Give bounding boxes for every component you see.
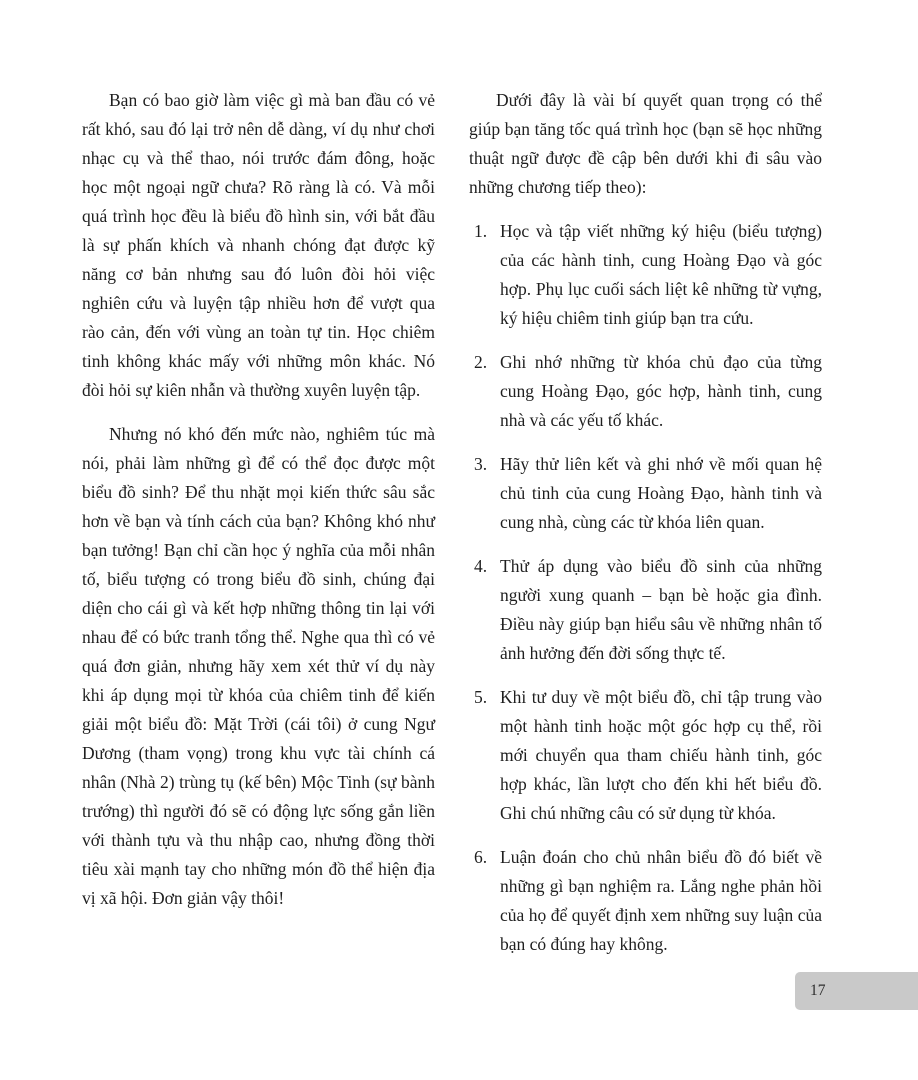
left-column	[82, 86, 435, 974]
tips-list	[469, 217, 822, 959]
list-item: Khi tư duy về một biểu đồ, chỉ tập trung vào một hành tinh hoặc một góc hợp cụ thể, rồi mới chuyển qua tham chiếu hành tinh, góc hợp khác, lần lượt cho đến khi hết biểu đồ. Ghi chú những câu có sử dụng từ khóa.	[500, 687, 822, 823]
list-item: Thử áp dụng vào biểu đồ sinh của những người xung quanh – bạn bè hoặc gia đình. Điều này giúp bạn hiểu sâu về những nhân tố ảnh hưởng đến đời sống thực tế.	[500, 556, 822, 663]
list-item: Học và tập viết những ký hiệu (biểu tượng) của các hành tinh, cung Hoàng Đạo và góc hợp. Phụ lục cuối sách liệt kê những từ vựng, ký hiệu chiêm tinh giúp bạn tra cứu.	[500, 221, 822, 328]
list-item: Ghi nhớ những từ khóa chủ đạo của từng cung Hoàng Đạo, góc hợp, hành tinh, cung nhà và các yếu tố khác.	[500, 352, 822, 430]
paragraph: Nhưng nó khó đến mức nào, nghiêm túc mà nói, phải làm những gì để có thể đọc được một biểu đồ sinh? Để thu nhặt mọi kiến thức sâu sắc hơn về bạn và tính cách của bạn? Không khó như bạn tưởng! Bạn chỉ cần học ý nghĩa của mỗi nhân tố, biểu tượng có trong biểu đồ sinh, chúng đại diện cho cái gì và kết hợp những thông tin lại với nhau để có bức tranh tổng thể. Nghe qua thì có vẻ quá đơn giản, nhưng hãy xem xét thử ví dụ này khi áp dụng mọi từ khóa của chiêm tinh để kiến giải một biểu đồ: Mặt Trời (cái tôi) ở cung Ngư Dương (tham vọng) trong khu vực tài chính cá nhân (Nhà 2) trùng tụ (kế bên) Mộc Tinh (sự bành trướng) thì người đó sẽ có động lực sống gắn liền với thành tựu và thu nhập cao, nhưng đồng thời tiêu xài mạnh tay cho những món đồ thể hiện địa vị xã hội. Đơn giản vậy thôi!	[82, 424, 435, 908]
right-column	[469, 86, 822, 974]
page-number: 17	[810, 982, 826, 999]
list-item: Hãy thử liên kết và ghi nhớ về mối quan hệ chủ tinh của cung Hoàng Đạo, hành tinh và cung nhà, cùng các từ khóa liên quan.	[500, 454, 822, 532]
text-columns	[82, 86, 822, 974]
intro-paragraph: Dưới đây là vài bí quyết quan trọng có thể giúp bạn tăng tốc quá trình học (bạn sẽ học những thuật ngữ được đề cập bên dưới khi đi sâu vào những chương tiếp theo):	[469, 90, 822, 197]
paragraph: Bạn có bao giờ làm việc gì mà ban đầu có vẻ rất khó, sau đó lại trở nên dễ dàng, ví dụ như chơi nhạc cụ và thể thao, nói trước đám đông, hoặc học một ngoại ngữ chưa? Rõ ràng là có. Và mỗi quá trình học đều là biểu đồ hình sin, với bắt đầu là sự phấn khích và nhanh chóng đạt được kỹ năng cơ bản nhưng sau đó luôn đòi hỏi việc nghiên cứu và luyện tập nhiều hơn để vượt qua rào cản, đến với vùng an toàn tự tin. Học chiêm tinh không khác mấy với những môn khác. Nó đòi hỏi sự kiên nhẫn và thường xuyên luyện tập.	[82, 90, 435, 400]
page-number-tab	[795, 972, 918, 1010]
list-item: Luận đoán cho chủ nhân biểu đồ đó biết về những gì bạn nghiệm ra. Lắng nghe phản hồi của họ để quyết định xem những suy luận của bạn có đúng hay không.	[500, 847, 822, 954]
